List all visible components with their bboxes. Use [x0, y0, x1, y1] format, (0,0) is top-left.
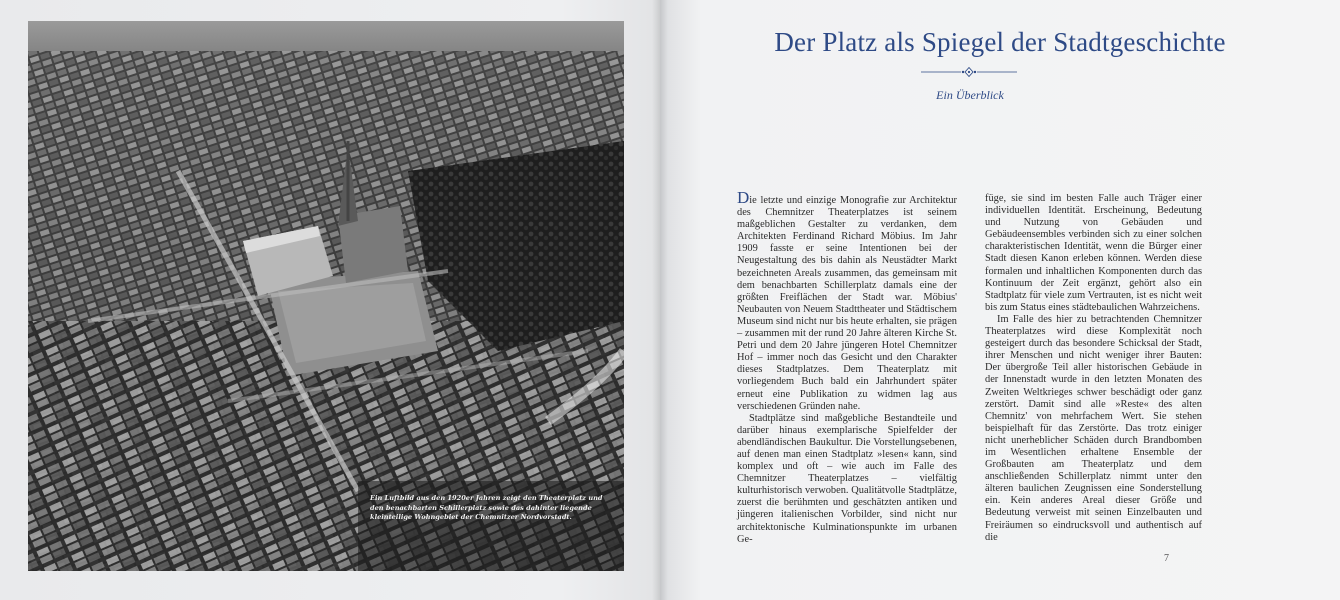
paragraph-text: ie letzte und einzige Monografie zur Architektur des Chemnitzer Theaterplatzes ist seinem maßgeblichen Gestalter zu verdanken, dem Architekten Ferdinand Richard Möbius. Im Jahr 1909 fasste er seine Intentionen bei der Neugestaltung des bis dahin als Neustädter Markt bezeichneten Areals zusammen, das gemeinsam mit dem benachbarten Schillerplatz damals eine der größten Freiflächen der Stadt war. Möbius' Neubauten von Neuem Stadttheater und Städtischem Museum sind nicht nur bis heute erhalten, sie prägen – zusammen mit der rund 20 Jahre älteren Kirche St. Petri und dem 20 Jahre jüngeren Hotel Chemnitzer Hof – immer noch das Gesicht und den Charakter dieses Stadtplatzes. Dem Theaterplatz mit vorliegendem Buch bald ein Jahrhundert später erneut eine Publikation zu widmen lag aus verschiedenen Gründen nahe. [737, 195, 957, 412]
paragraph: Im Falle des hier zu betrachtenden Chemnitzer Theaterplatzes wird diese Komplexität noch gesteigert durch das besondere Schicksal der Stadt, ihrer Menschen und nicht weniger ihrer Bauten: Der übergroße Teil aller historischen Gebäude in der Innenstadt wurde in den letzten Monaten des Zweiten Weltkrieges schwer beschädigt oder ganz zerstört. Damit sind alle »Reste« des alten Chemnitz' von mehrfachem Wert. Sie stehen beispielhaft für das Zerstörte. Das trotz einiger nicht unerheblicher Schäden durch Brandbomben im Wesentlichen erhaltene Ensemble der Großbauten am Theaterplatz und dem anschließenden Schillerplatz nimmt unter den älteren baulichen Zeugnissen eine Sonderstellung ein. Kein anderes Areal dieser Größe und Bedeutung verweist mit seinen Einzelbauten und Freiräumen so eindrucksvoll und authentisch auf die [985, 313, 1202, 543]
paragraph: füge, sie sind im besten Falle auch Träger einer individuellen Identität. Erscheinung, Bedeutung und Nutzung von Gebäuden und Gebäudeensembles verbinden sich zu einer solchen charakteristischen Identität, wenn die Bürger einer Stadt diesen Kanon erleben können. Werden diese formalen und inhaltlichen Komponenten durch das Kontinuum der Zeit ergänzt, gehört also ein Stadtplatz für viele zum Vertrauten, ist es nicht weit bis zum Status eines städtebaulichen Wahrzeichens. [985, 193, 1202, 313]
aerial-photo [28, 21, 624, 571]
page-number: 7 [1164, 553, 1169, 564]
photo-caption: Ein Luftbild aus den 1920er Jahren zeigt den Theaterplatz und den benachbarten Schillerplatz sowie das dahinter liegende kleinteilige Wohngebiet der Chemnitzer Nordvorstadt. [370, 494, 603, 522]
drop-cap: D [737, 188, 750, 207]
aerial-photo-image [28, 21, 624, 571]
text-column-1 [737, 188, 957, 546]
chapter-title: Der Platz als Spiegel der Stadtgeschichte [774, 27, 1226, 57]
decorative-divider-icon [919, 66, 1019, 78]
chapter-subtitle: Ein Überblick [936, 88, 1004, 102]
paragraph [737, 188, 957, 413]
text-column-2 [985, 193, 1202, 544]
paragraph: Stadtplätze sind maßgebliche Bestandteile und darüber hinaus exemplarische Spielfelder der abendländischen Baukultur. Die Vorstellungsebenen, auf denen man einen Stadtplatz »lesen« kann, sind komplex und oft – wie auch im Falle des Chemnitzer Theaterplatzes – vielfältig kulturhistorisch verwoben. Qualitätvolle Stadtplätze, zuerst die berühmten und geschätzten antiken und jüngeren italienischen Vorbilder, sind nicht nur architektonische Kulminationspunkte im urbanen Ge- [737, 412, 957, 545]
